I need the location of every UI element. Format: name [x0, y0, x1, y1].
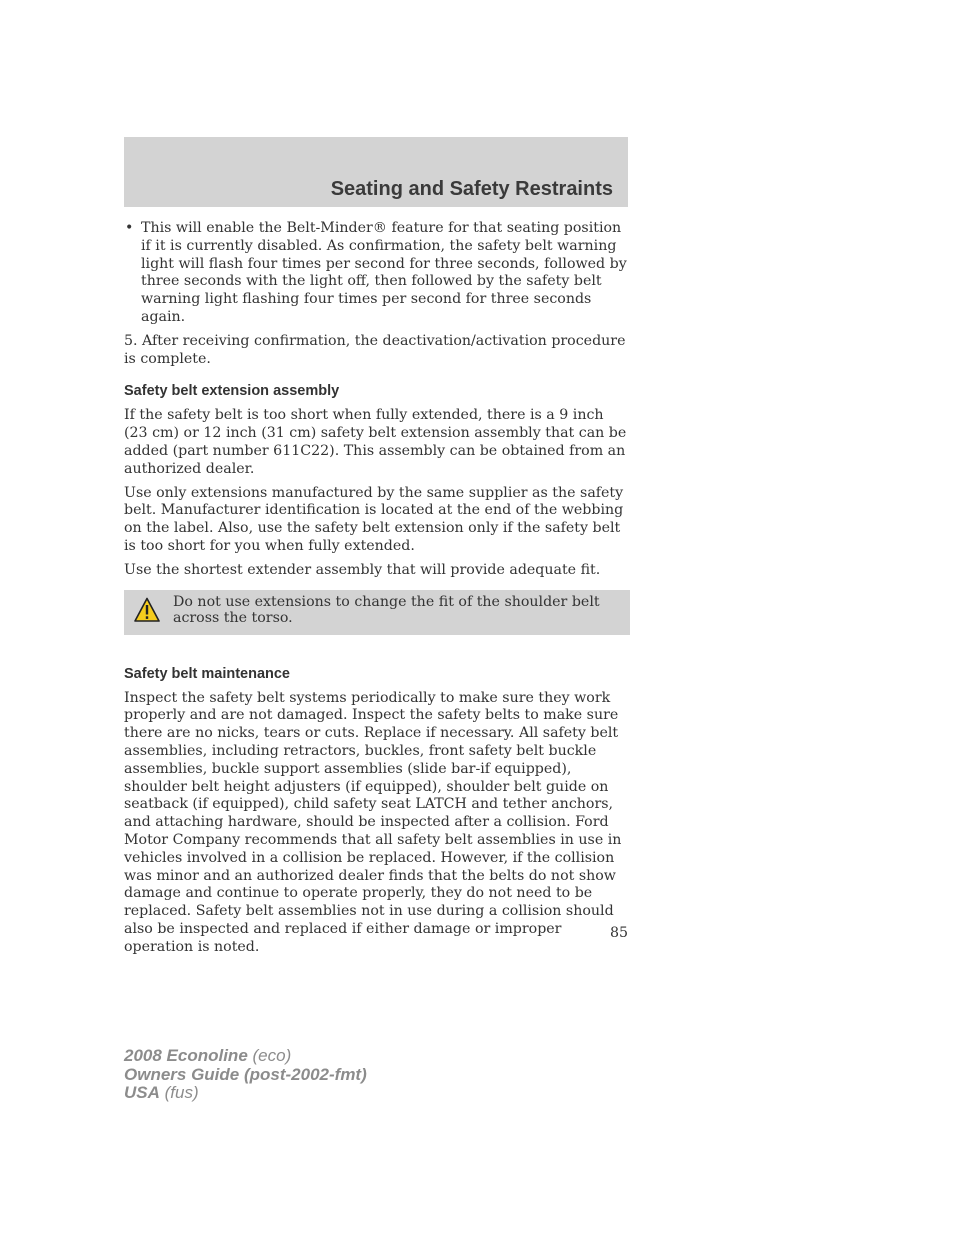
footer-model-code: (eco) — [252, 1046, 292, 1065]
warning-triangle-icon — [134, 597, 160, 623]
maintenance-heading: Safety belt maintenance — [124, 665, 290, 682]
footer-region: USA — [124, 1083, 160, 1102]
maintenance-paragraph: Inspect the safety belt systems periodically to make sure they work properly and are not damaged. Inspect the safety belts to make sure there are no nicks, tears or cuts. Replace if necessary. All safety belt assemblies, including retractors, buckles, front safety belt buckle assemblies, buckle support assemblies (slide bar-if equipped), shoulder belt height adjusters (if equipped), shoulder belt guide on seatback (if equipped), child safety seat LATCH and tether anchors, and attaching hardware, should be inspected after a collision. Ford Motor Company recommends that all safety belt assemblies in use in vehicles involved in a collision be replaced. However, if the collision was minor and an authorized dealer finds that the belts do not show damage and continue to operate properly, they do not need to be replaced. Safety belt assemblies not in use during a collision should also be inspected and replaced if either damage or improper operation is noted. — [124, 689, 622, 955]
footer-line-1 — [124, 1047, 367, 1066]
footer-guide: Owners Guide (post-2002-fmt) — [124, 1064, 367, 1084]
section-title: Seating and Safety Restraints — [330, 178, 613, 200]
bullet-symbol: • — [125, 220, 134, 236]
footer-region-code: (fus) — [164, 1083, 199, 1102]
page-number: 85 — [609, 925, 628, 941]
warning-box — [124, 590, 630, 635]
step-5-paragraph: 5. After receiving confirmation, the deactivation/activation procedure is complete. — [124, 332, 626, 367]
extension-paragraph-1: If the safety belt is too short when fully extended, there is a 9 inch (23 cm) or 12 inch (31 cm) safety belt extension assembly that can be added (part number 611C22). This assembly can be obtained from an authorized dealer. — [124, 407, 627, 477]
extension-paragraph-3: Use the shortest extender assembly that will provide adequate fit. — [124, 561, 601, 578]
footer-model: 2008 Econoline — [124, 1046, 248, 1065]
bullet-item — [124, 220, 630, 327]
footer-line-3 — [124, 1084, 367, 1103]
document-footer — [124, 1047, 367, 1103]
warning-text: Do not use extensions to change the fit of the shoulder belt across the torso. — [173, 593, 600, 626]
footer-line-2 — [124, 1066, 367, 1085]
extension-assembly-heading: Safety belt extension assembly — [124, 383, 340, 400]
extension-paragraph-2: Use only extensions manufactured by the same supplier as the safety belt. Manufacturer identification is located at the end of the webbing on the label. Also, use the safety belt extension only if the safety belt is too short for you when fully extended. — [124, 484, 624, 554]
bullet-text: This will enable the Belt-Minder® feature for that seating position if it is currently disabled. As confirmation, the safety belt warning light will flash four times per second for three seconds, followed by three seconds with the light off, then followed by the safety belt warning light flashing four times per second for three seconds again. — [141, 220, 627, 325]
page-content — [124, 220, 630, 963]
section-header-bar — [124, 137, 628, 207]
